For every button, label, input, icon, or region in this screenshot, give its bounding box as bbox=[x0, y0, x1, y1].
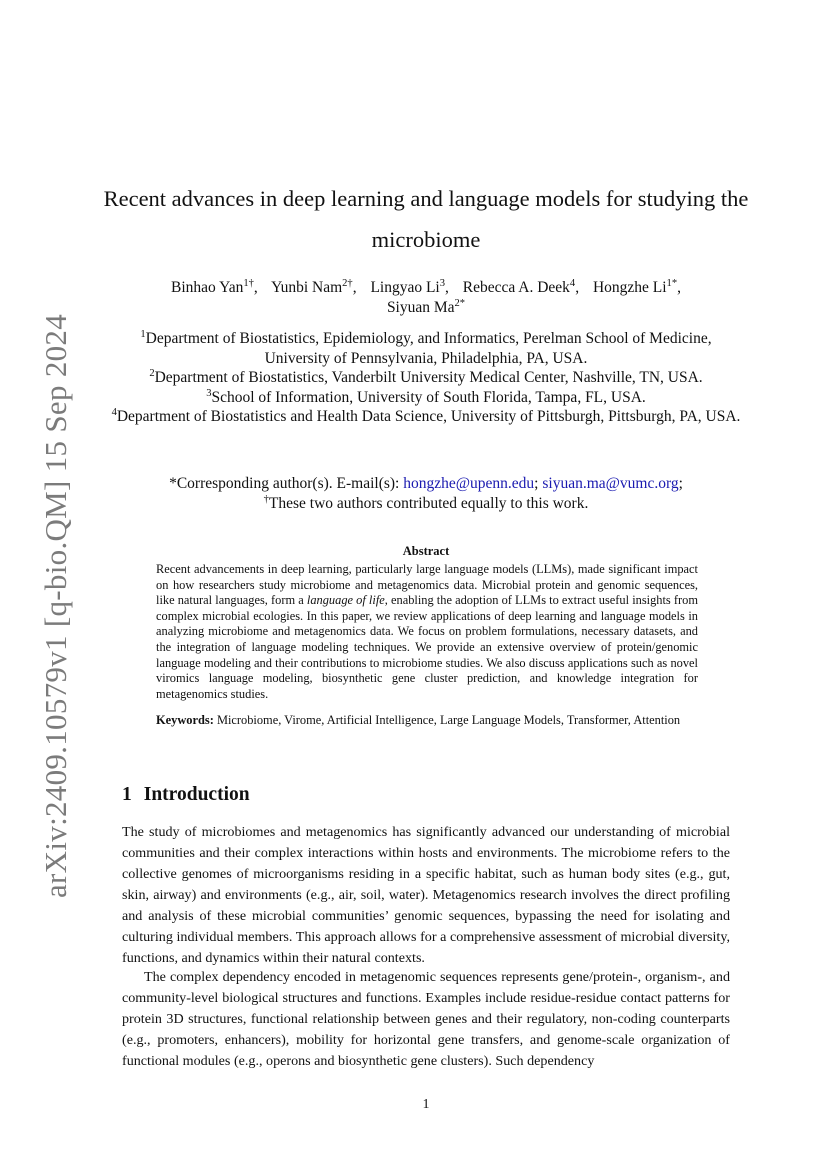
affiliation: $^4$Department of Biostatistics and Health Data Science, University of Pittsburgh, Pittsburgh, PA, USA. bbox=[111, 406, 741, 425]
keywords-text: Microbiome, Virome, Artificial Intelligence, Large Language Models, Transformer, Attention bbox=[216, 713, 681, 727]
author: Hongzhe $Li^{1*}$, bbox=[592, 277, 681, 296]
abstract-text: Recent advancements in deep learning, particularly large language models (LLMs), made significant impact on how researchers study microbiome and metagenomics data. Microbial protein and genomic sequences, like natural languages, form a language of life, enabling the adoption of LLMs to extract useful insights from complex microbial ecologies. In this paper, we review applications of deep learning and language models in analyzing microbiome and metagenomics data. We focus on problem formulations, necessary datasets, and the integration of language modeling techniques. We provide an extensive overview of protein/genomic language modeling and their contributions to microbiome studies. We also discuss applications such as novel viromics language modeling, biosynthetic gene cluster prediction, and knowledge integration for metagenomics studies. bbox=[156, 562, 698, 701]
equal-contribution-note: †These two authors contributed equally to this work. bbox=[263, 493, 589, 512]
page-number: 1 bbox=[422, 1097, 430, 1112]
author: Rebecca A. Deek$^4$, bbox=[462, 277, 580, 296]
arxiv-identifier-text: arXiv:2409.10579v1 [q-bio.QM] 15 Sep 2024 bbox=[38, 313, 73, 899]
section-heading-introduction: 1 Introduction bbox=[122, 784, 250, 805]
author: Yunbi Nam$^{2\dagger}$, bbox=[271, 277, 357, 296]
affiliation: $^2$Department of Biostatistics, Vanderbilt University Medical Center, Nashville, TN, USA. bbox=[149, 367, 703, 386]
keywords-label: Keywords: bbox=[156, 713, 214, 727]
abstract-heading: Abstract bbox=[402, 544, 450, 558]
affiliation-list bbox=[110, 329, 742, 427]
intro-paragraph: The complex dependency encoded in metagenomic sequences represents gene/protein-, organism-, and community-level biological structures and functions. Examples include residue-residue contact patterns for protein 3D structures, functional relationship between genes and their regulatory, non-coding counterparts (e.g., promoters, enhancers), mobility for horizontal gene transfers, and genome-scale organization of functional modules (e.g., operons and biosynthetic gene clusters). Such dependency bbox=[122, 969, 730, 1069]
corresponding-author-line: *Corresponding author(s). E-mail(s): hongzhe@upenn.edu; siyuan.ma@vumc.org; bbox=[169, 475, 683, 492]
email-link-siyuan[interactable]: siyuan.ma@vumc.org bbox=[542, 475, 679, 492]
affiliation: $^1$Department of Biostatistics, Epidemiology, and Informatics, Perelman School of Medicine, University of Pennsylvania, Philadelphia, PA, USA. bbox=[140, 328, 712, 367]
author: Binhao Yan$^{1\dagger}$, bbox=[171, 277, 258, 296]
intro-paragraph: The study of microbiomes and metagenomics has significantly advanced our understanding of microbial communities and their complex interactions within hosts and environments. The microbiome refers to the collective genomes of microorganisms residing in a specific habitat, such as human body sites (e.g., gut, skin, airway) and environments (e.g., air, soil, water). Metagenomics research involves the direct profiling and analysis of these microbial communities’ genomic sequences, bypassing the need for isolating and culturing individual members. This approach allows for a comprehensive assessment of microbial diversity, functions, and dynamics within their natural contexts. bbox=[122, 824, 730, 966]
author-list bbox=[120, 278, 732, 318]
author: Siyuan $Ma^{2*}$ bbox=[386, 297, 466, 316]
email-link-hongzhe[interactable]: hongzhe@upenn.edu bbox=[403, 475, 535, 492]
keywords-line bbox=[156, 713, 716, 728]
correspondence-block bbox=[110, 474, 742, 513]
author: Lingyao Li$^3$, bbox=[370, 277, 449, 296]
paper-title: Recent advances in deep learning and language models for studying the microbiome bbox=[103, 186, 749, 252]
affiliation: $^3$School of Information, University of South Florida, Tampa, FL, USA. bbox=[206, 387, 646, 406]
